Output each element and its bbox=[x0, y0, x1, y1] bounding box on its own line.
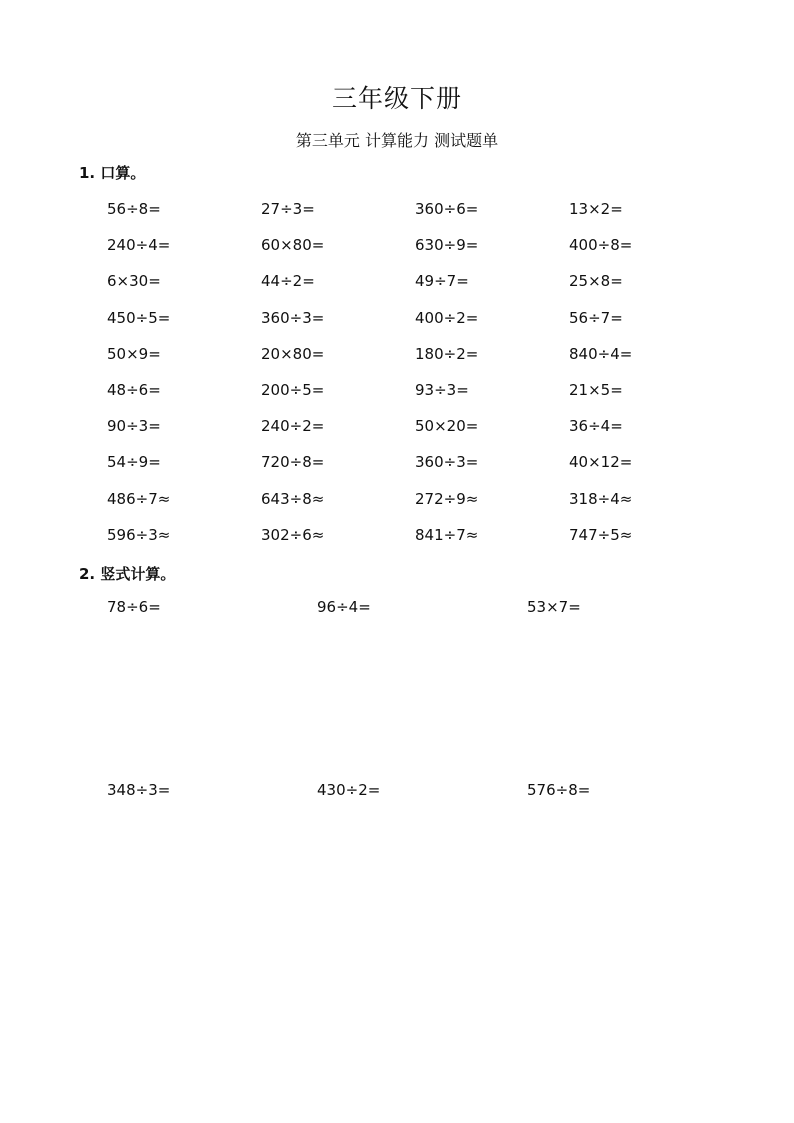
section-heading-oral: 1. 口算。 bbox=[79, 164, 146, 182]
oral-problem: 302÷6≈ bbox=[261, 525, 325, 544]
page-title: 三年级下册 bbox=[331, 84, 462, 113]
oral-problem: 318÷4≈ bbox=[569, 489, 633, 508]
vertical-problem: 78÷6= bbox=[107, 598, 161, 616]
oral-problem: 450÷5= bbox=[107, 308, 171, 327]
oral-problem: 360÷3= bbox=[415, 453, 479, 472]
oral-problem: 747÷5≈ bbox=[569, 525, 633, 544]
oral-problem: 93÷3= bbox=[415, 380, 469, 399]
oral-problem: 36÷4= bbox=[569, 417, 623, 436]
oral-problem: 486÷7≈ bbox=[107, 489, 171, 508]
oral-problem: 20×80= bbox=[261, 344, 325, 363]
oral-problem: 360÷3= bbox=[261, 308, 325, 327]
vertical-calculation-grid bbox=[107, 596, 677, 962]
section-heading-vertical: 2. 竖式计算。 bbox=[79, 565, 176, 583]
oral-problem: 720÷8= bbox=[261, 453, 325, 472]
vertical-problem: 576÷8= bbox=[527, 781, 591, 799]
oral-problem: 180÷2= bbox=[415, 344, 479, 363]
oral-problem: 56÷7= bbox=[569, 308, 623, 327]
oral-problem: 841÷7≈ bbox=[415, 525, 479, 544]
oral-problem: 40×12= bbox=[569, 453, 633, 472]
oral-problem: 630÷9= bbox=[415, 236, 479, 255]
oral-problem: 56÷8= bbox=[107, 200, 161, 218]
oral-problem: 400÷8= bbox=[569, 236, 633, 255]
oral-problem: 48÷6= bbox=[107, 380, 161, 399]
vertical-problem: 348÷3= bbox=[107, 781, 171, 799]
oral-problem: 200÷5= bbox=[261, 380, 325, 399]
oral-problem: 54÷9= bbox=[107, 453, 161, 472]
page-subtitle: 第三单元 计算能力 测试题单 bbox=[295, 131, 499, 150]
oral-problem: 27÷3= bbox=[261, 200, 315, 218]
oral-problem: 360÷6= bbox=[415, 200, 479, 218]
oral-problem: 596÷3≈ bbox=[107, 525, 171, 544]
oral-problem: 60×80= bbox=[261, 236, 325, 255]
vertical-problem: 430÷2= bbox=[317, 781, 381, 799]
oral-problem: 400÷2= bbox=[415, 308, 479, 327]
oral-problem: 13×2= bbox=[569, 200, 623, 218]
oral-problem: 44÷2= bbox=[261, 272, 315, 291]
oral-problem: 643÷8≈ bbox=[261, 489, 325, 508]
oral-problem: 240÷2= bbox=[261, 417, 325, 436]
vertical-problem: 53×7= bbox=[527, 598, 581, 616]
oral-problem: 840÷4= bbox=[569, 344, 633, 363]
vertical-problem: 96÷4= bbox=[317, 598, 371, 616]
oral-problem: 6×30= bbox=[107, 272, 161, 291]
oral-problem: 25×8= bbox=[569, 272, 623, 291]
oral-problem: 21×5= bbox=[569, 380, 623, 399]
oral-problem: 240÷4= bbox=[107, 236, 171, 255]
oral-problem: 50×20= bbox=[415, 417, 479, 436]
oral-calculation-grid bbox=[107, 198, 689, 560]
oral-problem: 90÷3= bbox=[107, 417, 161, 436]
oral-problem: 272÷9≈ bbox=[415, 489, 479, 508]
oral-problem: 50×9= bbox=[107, 344, 161, 363]
oral-problem: 49÷7= bbox=[415, 272, 469, 291]
